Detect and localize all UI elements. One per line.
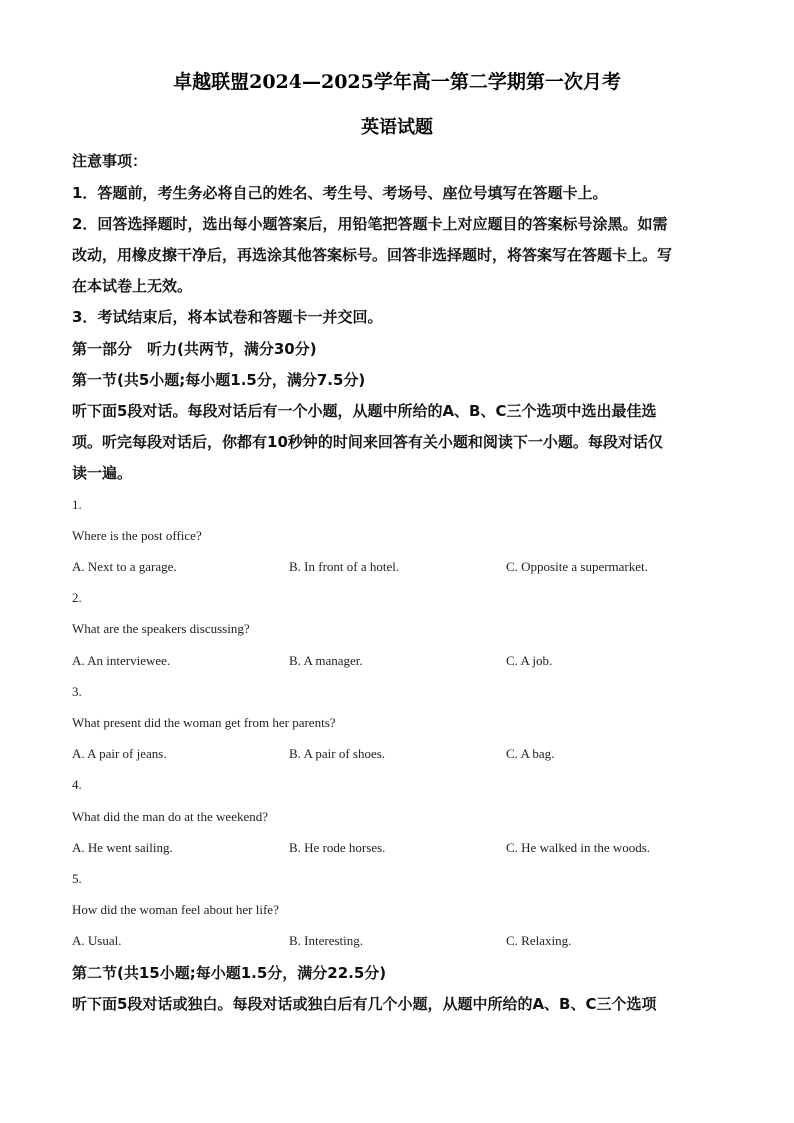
part1-heading: 第一部分 听力(共两节，满分30分) <box>72 340 317 358</box>
question-number: 2. <box>72 590 82 605</box>
option-a: A. A pair of jeans. <box>72 746 167 761</box>
option-a: A. Usual. <box>72 933 122 948</box>
section1-instructions: 听下面5段对话。每段对话后有一个小题，从题中所给的A、B、C三个选项中选出最佳选 <box>72 402 657 420</box>
option-c: C. He walked in the woods. <box>506 840 651 855</box>
option-a: A. Next to a garage. <box>72 559 177 574</box>
question-text: What present did the woman get from her parents? <box>72 715 336 730</box>
question-text: Where is the post office? <box>72 528 202 543</box>
notes-line: 在本试卷上无效。 <box>72 277 193 295</box>
question-number: 1. <box>72 497 82 512</box>
option-c: C. A job. <box>506 653 553 668</box>
option-b: B. In front of a hotel. <box>289 559 400 574</box>
section2-heading: 第二节(共15小题;每小题1.5分，满分22.5分) <box>72 964 387 982</box>
question-number: 3. <box>72 684 82 699</box>
notes-line: 3．考试结束后，将本试卷和答题卡一并交回。 <box>72 308 383 326</box>
exam-title: 卓越联盟2024—2025学年高一第二学期第一次月考 <box>173 71 621 93</box>
exam-subject-title: 英语试题 <box>361 117 433 138</box>
option-a: A. An interviewee. <box>72 653 171 668</box>
notes-line: 改动，用橡皮擦干净后，再选涂其他答案标号。回答非选择题时，将答案写在答题卡上。写 <box>72 246 673 264</box>
option-b: B. A pair of shoes. <box>289 746 386 761</box>
section1-instructions: 项。听完每段对话后，你都有10秒钟的时间来回答有关小题和阅读下一小题。每段对话仅 <box>72 433 663 451</box>
question-number: 5. <box>72 871 82 886</box>
option-a: A. He went sailing. <box>72 840 173 855</box>
option-b: B. Interesting. <box>289 933 364 948</box>
option-b: B. He rode horses. <box>289 840 386 855</box>
option-c: C. Opposite a supermarket. <box>506 559 648 574</box>
question-text: What did the man do at the weekend? <box>72 809 269 824</box>
option-c: C. A bag. <box>506 746 555 761</box>
notes-line: 2．回答选择题时，选出每小题答案后，用铅笔把答题卡上对应题目的答案标号涂黑。如需 <box>72 215 668 233</box>
notes-line: 1．答题前，考生务必将自己的姓名、考生号、考场号、座位号填写在答题卡上。 <box>72 184 608 202</box>
question-text: How did the woman feel about her life? <box>72 902 279 917</box>
section2-instructions: 听下面5段对话或独白。每段对话或独白后有几个小题，从题中所给的A、B、C三个选项 <box>72 995 657 1013</box>
question-text: What are the speakers discussing? <box>72 621 250 636</box>
section1-instructions: 读一遍。 <box>72 464 133 482</box>
notes-heading: 注意事项： <box>72 152 148 170</box>
option-c: C. Relaxing. <box>506 933 572 948</box>
option-b: B. A manager. <box>289 653 363 668</box>
section1-heading: 第一节(共5小题;每小题1.5分，满分7.5分) <box>72 371 366 389</box>
question-number: 4. <box>72 777 82 792</box>
